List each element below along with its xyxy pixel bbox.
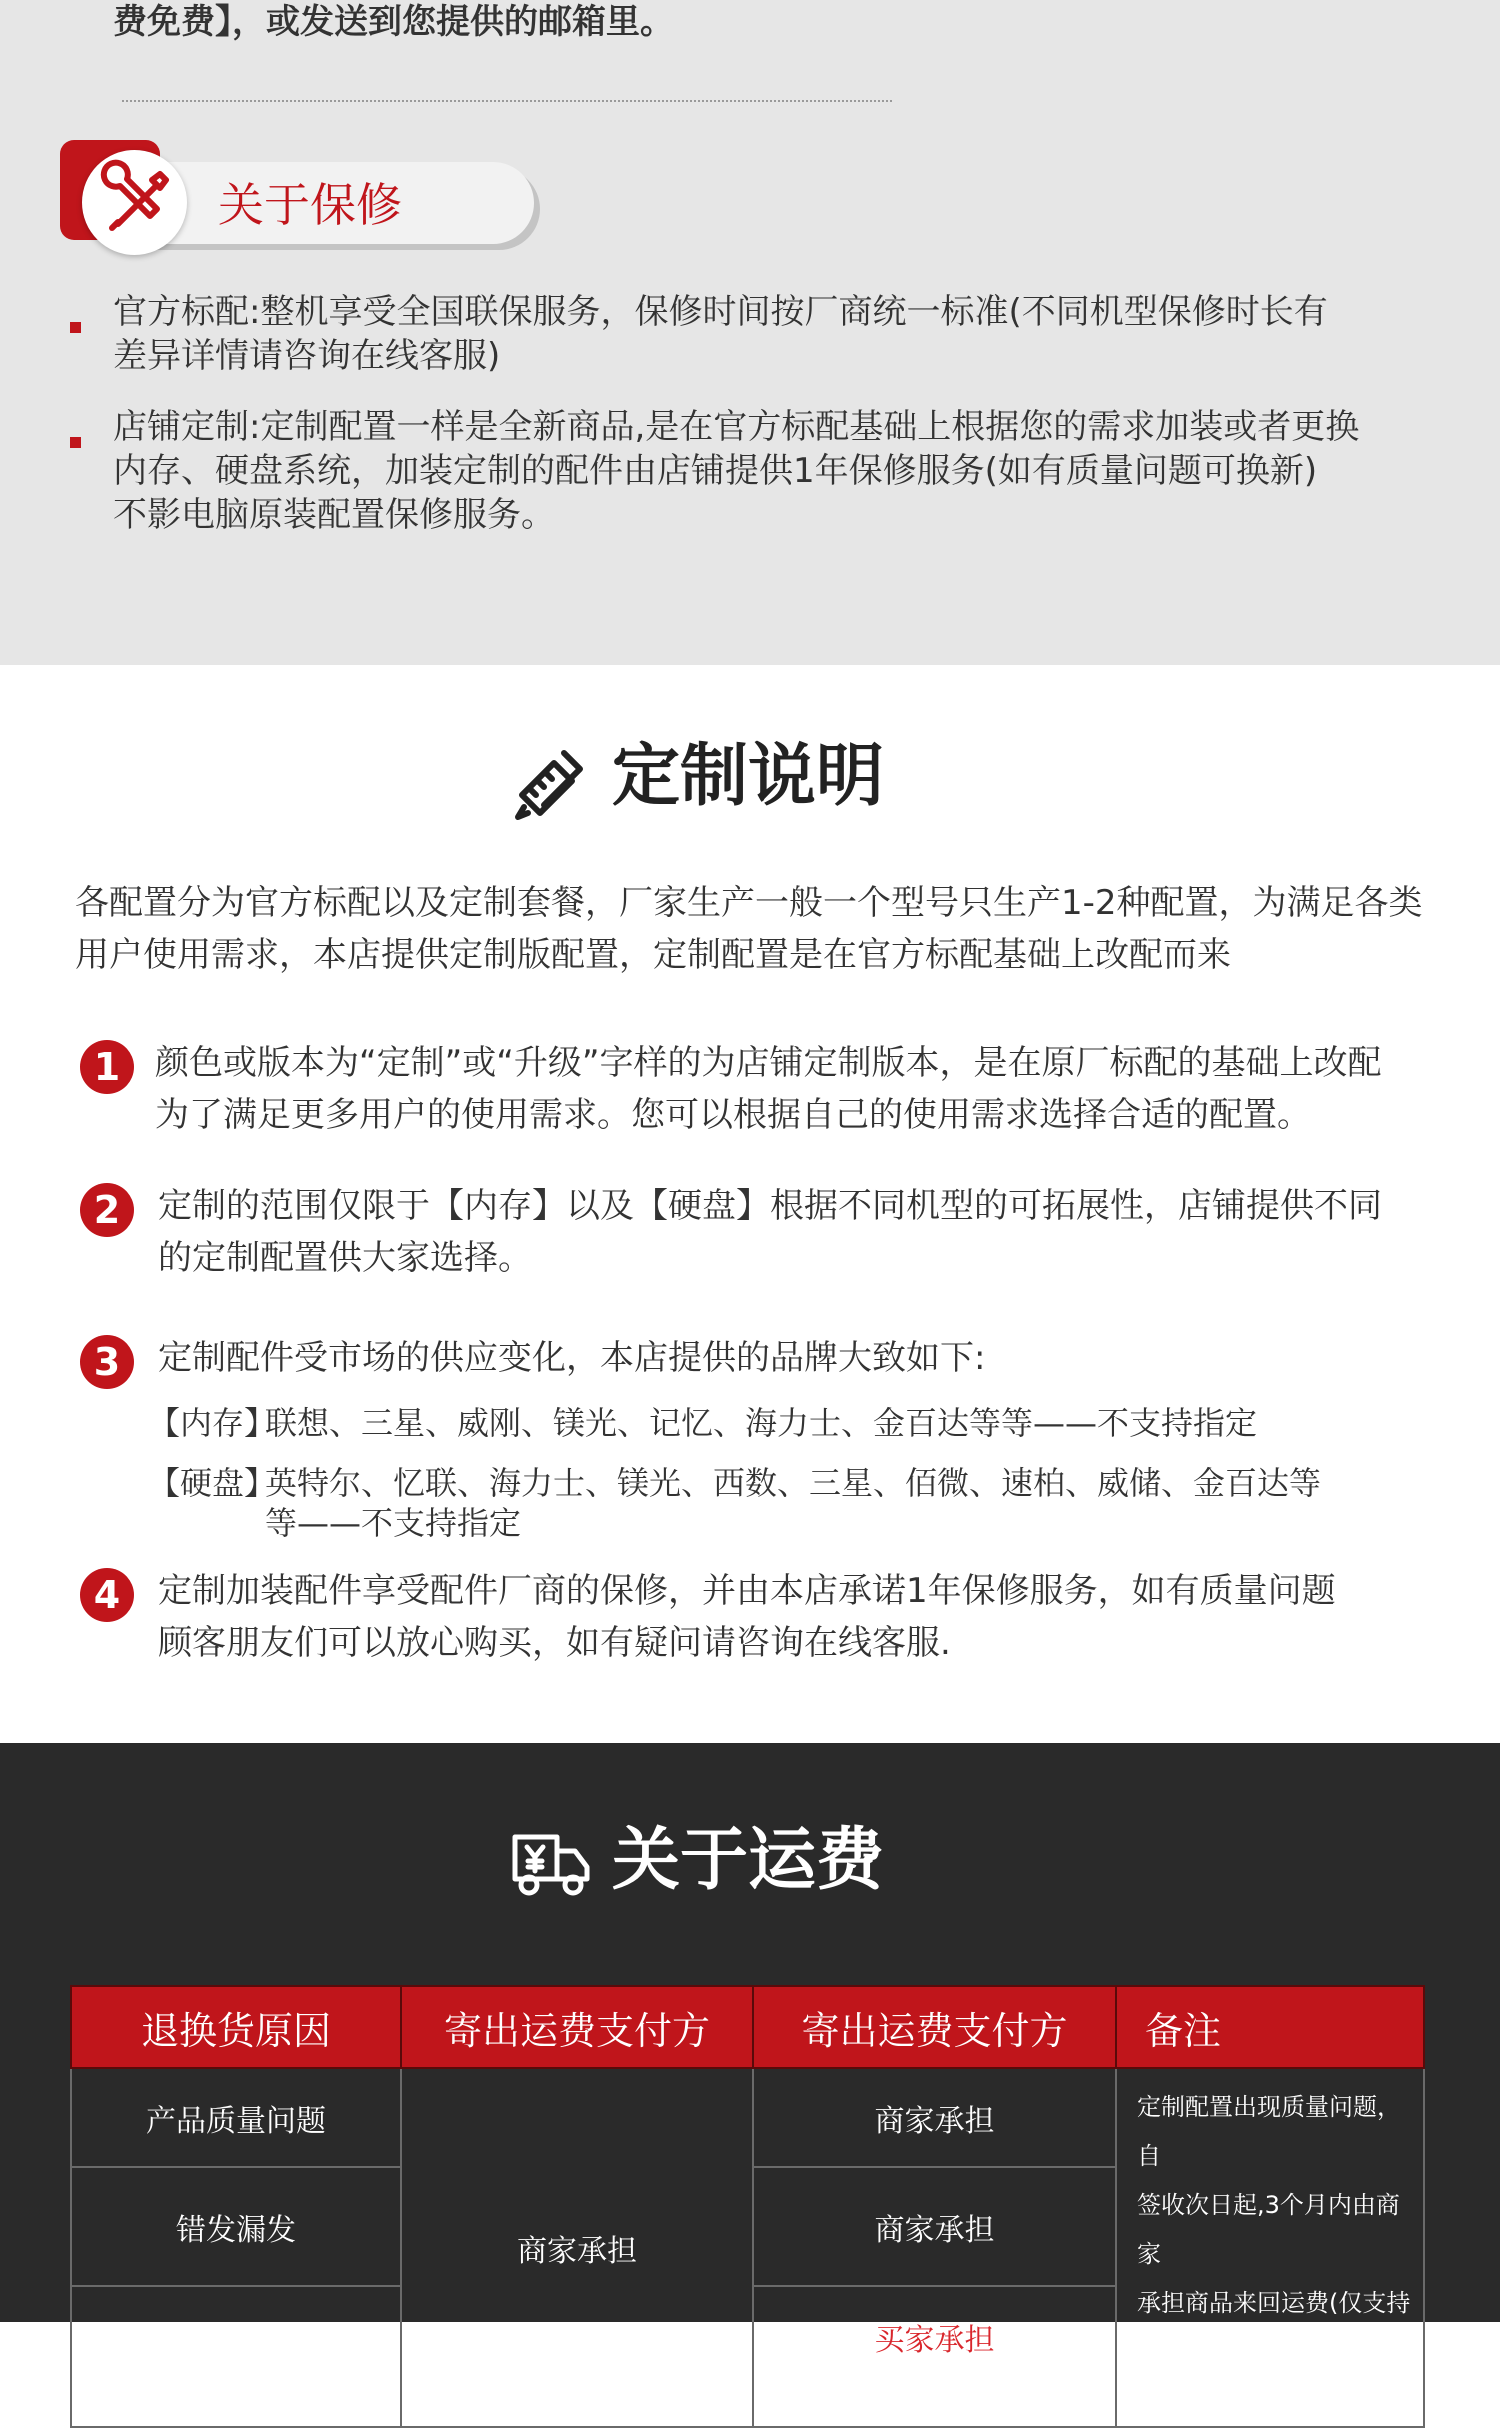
item-number-4: 4	[80, 1568, 134, 1622]
custom-item-2-line-2: 的定制配置供大家选择。	[158, 1238, 532, 1278]
note-line-4: 支持报销运费，不包涵保	[1137, 2338, 1401, 2366]
header-note: 备注	[1116, 1986, 1424, 2068]
header-reason: 退换货原因	[71, 1986, 401, 2068]
note-line-2: 签收次日起,3个月内由商家	[1137, 2191, 1400, 2268]
header-payer-2: 寄出运费支付方	[753, 1986, 1116, 2068]
header-payer-1: 寄出运费支付方	[401, 1986, 753, 2068]
note-line-5: 价，3个月后买家自行承	[1137, 2387, 1393, 2415]
note-cell	[1116, 2068, 1424, 2427]
table-row	[71, 2068, 1424, 2167]
ruler-pencil-icon	[510, 737, 596, 823]
row-1-payer: 商家承担	[753, 2068, 1116, 2167]
repair-tools-icon	[82, 150, 187, 255]
delivery-truck-icon	[505, 1823, 595, 1903]
custom-item-2-line-1: 定制的范围仅限于【内存】以及【硬盘】根据不同机型的可拓展性，店铺提供不同	[158, 1186, 1382, 1226]
brand-memory-label: 【内存】	[148, 1404, 277, 1442]
row-3-payer: 买家承担	[753, 2286, 1116, 2427]
warranty-section	[0, 0, 1500, 665]
warranty-item-1-line-1: 官方标配:整机享受全国联保服务，保修时间按厂商统一标准(不同机型保修时长有	[113, 292, 1328, 332]
warranty-item-1-line-2: 差异详情请咨询在线客服)	[113, 336, 501, 376]
custom-intro-line-1: 各配置分为官方标配以及定制套餐，厂家生产一般一个型号只生产1-2种配置，为满足各类	[75, 883, 1423, 923]
custom-intro-line-2: 用户使用需求，本店提供定制版配置，定制配置是在官方标配基础上改配而来	[75, 935, 1231, 975]
custom-title: 定制说明	[612, 737, 885, 816]
custom-item-3-line-1: 定制配件受市场的供应变化，本店提供的品牌大致如下:	[158, 1338, 986, 1378]
bullet-1	[70, 322, 81, 333]
custom-item-4-line-1: 定制加装配件享受配件厂商的保修，并由本店承诺1年保修服务，如有质量问题	[158, 1571, 1336, 1611]
custom-item-1-line-1: 颜色或版本为“定制”或“升级”字样的为店铺定制版本，是在原厂标配的基础上改配	[155, 1043, 1382, 1083]
warranty-item-2-line-3: 不影电脑原装配置保修服务。	[113, 495, 555, 535]
top-text: 费免费】，或发送到您提供的邮箱里。	[113, 2, 674, 42]
note-line-3: 承担商品来回运费(仅支持	[1137, 2289, 1411, 2317]
custom-section	[0, 665, 1500, 1743]
custom-item-1-line-2: 为了满足更多用户的使用需求。您可以根据自己的使用需求选择合适的配置。	[155, 1095, 1311, 1135]
row-1-reason: 产品质量问题	[71, 2068, 401, 2167]
shipping-table-header	[71, 1986, 1424, 2068]
note-line-1: 定制配置出现质量问题，自	[1137, 2093, 1401, 2170]
brand-disk-list-line-1: 英特尔、忆联、海力士、镁光、西数、三星、佰微、速柏、威储、金百达等	[265, 1464, 1322, 1502]
warranty-item-2-line-1: 店铺定制:定制配置一样是全新商品,是在官方标配基础上根据您的需求加装或者更换	[113, 407, 1360, 447]
dotted-divider	[122, 100, 892, 102]
shipping-title: 关于运费	[612, 1821, 885, 1900]
custom-item-4-line-2: 顾客朋友们可以放心购买，如有疑问请咨询在线客服.	[158, 1623, 951, 1663]
item-number-3: 3	[80, 1335, 134, 1389]
item-number-1: 1	[80, 1040, 134, 1094]
brand-memory-list: 联想、三星、威刚、镁光、记忆、海力士、金百达等等——不支持指定	[265, 1404, 1258, 1442]
warranty-item-2-line-2: 内存、硬盘系统，加装定制的配件由店铺提供1年保修服务(如有质量问题可换新)	[113, 451, 1318, 491]
row-3-reason: 个人原因退换	[71, 2286, 401, 2427]
item-number-2: 2	[80, 1183, 134, 1237]
merged-payer-cell: 商家承担	[401, 2068, 753, 2427]
shipping-table	[70, 1985, 1425, 2428]
row-2-payer: 商家承担	[753, 2167, 1116, 2286]
brand-disk-list-line-2: 等——不支持指定	[265, 1504, 522, 1542]
brand-disk-label: 【硬盘】	[148, 1464, 277, 1502]
row-2-reason: 错发漏发	[71, 2167, 401, 2286]
bullet-2	[70, 437, 81, 448]
warranty-heading-badge	[60, 140, 480, 265]
warranty-heading: 关于保修	[218, 178, 402, 232]
